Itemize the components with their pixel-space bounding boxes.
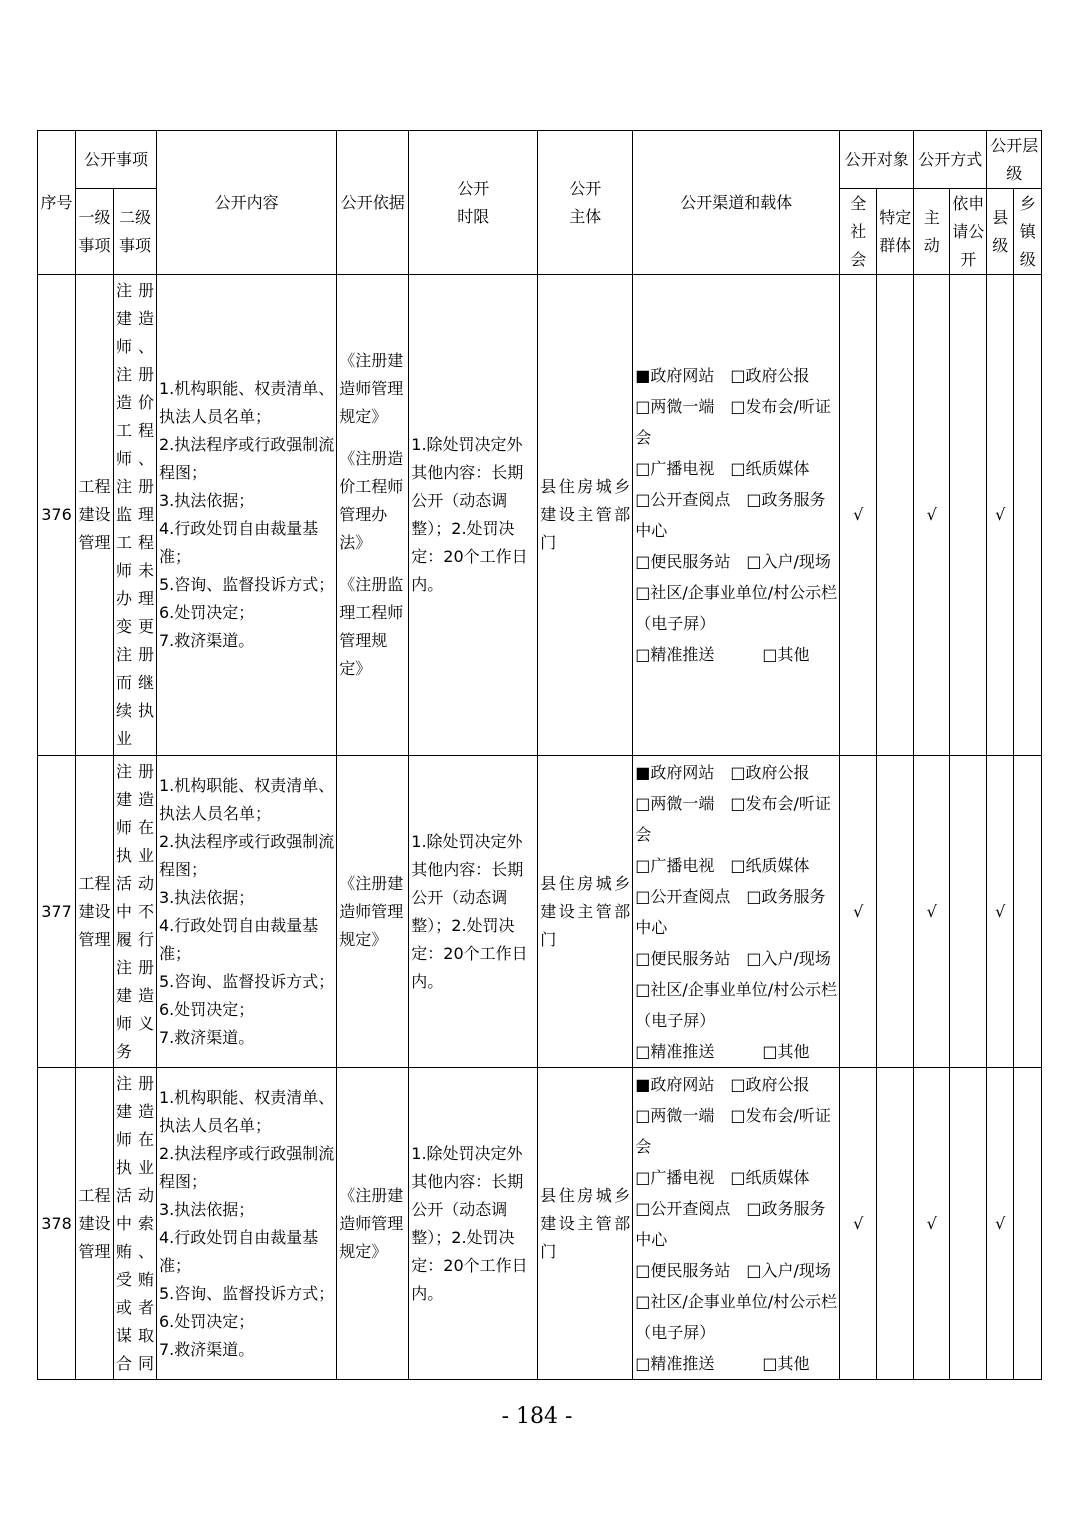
channel-line: □精准推送 □其他 xyxy=(635,645,810,664)
header-method-group: 公开方式 xyxy=(914,131,987,189)
content-line: 5.咨询、监督投诉方式； xyxy=(159,971,335,991)
table-row xyxy=(38,275,1042,756)
row-target-specific xyxy=(877,756,914,1068)
row-seq: 376 xyxy=(38,275,76,756)
content-line: 4.行政处罚自由裁量基准； xyxy=(159,1227,319,1275)
row-method-request xyxy=(950,1068,987,1380)
channel-line: □两微一端 □发布会/听证会 xyxy=(635,397,831,447)
content-line: 6.处罚决定； xyxy=(159,999,255,1019)
row-level1: 工程建设管理 xyxy=(76,756,114,1068)
basis-item: 《注册造价工程师管理办法》 xyxy=(339,449,404,552)
row-content xyxy=(157,756,337,1068)
channel-line: □便民服务站 □入户/现场 xyxy=(635,1260,831,1280)
header-target-all: 全社会 xyxy=(840,189,877,275)
content-line: 6.处罚决定； xyxy=(159,603,255,622)
row-level-township xyxy=(1014,756,1042,1068)
channel-line: □广播电视 □纸质媒体 xyxy=(635,1167,810,1187)
content-line: 3.执法依据； xyxy=(159,491,255,510)
header-basis: 公开依据 xyxy=(337,131,409,275)
row-subject: 县住房城乡建设主管部门 xyxy=(538,1068,633,1380)
header-level-township: 乡镇级 xyxy=(1014,189,1042,275)
channel-line: □广播电视 □纸质媒体 xyxy=(635,459,810,478)
row-seq: 377 xyxy=(38,756,76,1068)
content-line: 7.救济渠道。 xyxy=(159,1339,255,1359)
content-line: 7.救济渠道。 xyxy=(159,631,255,650)
header-level2: 二级事项 xyxy=(114,189,157,275)
header-row-1 xyxy=(38,131,1042,189)
row-level1: 工程建设管理 xyxy=(76,275,114,756)
row-level-township xyxy=(1014,1068,1042,1380)
row-seq: 378 xyxy=(38,1068,76,1380)
channel-line: □广播电视 □纸质媒体 xyxy=(635,855,810,875)
header-method-active: 主动 xyxy=(914,189,950,275)
row-content xyxy=(157,275,337,756)
basis-item: 《注册建造师管理规定》 xyxy=(339,873,404,949)
row-level-county: √ xyxy=(987,756,1014,1068)
row-method-active: √ xyxy=(914,1068,950,1380)
header-time-limit: 公开时限 xyxy=(409,131,538,275)
channel-line: □社区/企事业单位/村公示栏（电子屏） xyxy=(635,1291,838,1342)
row-target-all: √ xyxy=(840,1068,877,1380)
content-line: 5.咨询、监督投诉方式； xyxy=(159,1283,335,1303)
row-target-all: √ xyxy=(840,275,877,756)
row-channels xyxy=(633,275,840,756)
channel-line: ■政府网站 □政府公报 xyxy=(635,366,810,385)
content-line: 2.执法程序或行政强制流程图； xyxy=(159,1143,335,1191)
header-method-request: 依申请公开 xyxy=(950,189,987,275)
row-time-limit: 1.除处罚决定外其他内容：长期公开（动态调整）；2.处罚决定：20个工作日内。 xyxy=(409,275,538,756)
row-target-specific xyxy=(877,1068,914,1380)
channel-line: ■政府网站 □政府公报 xyxy=(635,1074,810,1094)
channel-line: □精准推送 □其他 xyxy=(635,1041,810,1061)
row-channels xyxy=(633,756,840,1068)
row-target-all: √ xyxy=(840,756,877,1068)
channel-line: □便民服务站 □入户/现场 xyxy=(635,948,831,968)
row-level-township xyxy=(1014,275,1042,756)
row-time-limit: 1.除处罚决定外其他内容：长期公开（动态调整）；2.处罚决定：20个工作日内。 xyxy=(409,1068,538,1380)
channel-line: □便民服务站 □入户/现场 xyxy=(635,552,831,571)
table-row xyxy=(38,1068,1042,1380)
channel-line: □精准推送 □其他 xyxy=(635,1353,810,1373)
row-target-specific xyxy=(877,275,914,756)
row-method-request xyxy=(950,275,987,756)
content-line: 3.执法依据； xyxy=(159,887,255,907)
channel-line: □两微一端 □发布会/听证会 xyxy=(635,793,831,844)
header-level1: 一级事项 xyxy=(76,189,114,275)
row-method-request xyxy=(950,756,987,1068)
table-row xyxy=(38,756,1042,1068)
row-level1: 工程建设管理 xyxy=(76,1068,114,1380)
channel-line: □公开查阅点 □政务服务中心 xyxy=(635,886,826,937)
header-content: 公开内容 xyxy=(157,131,337,275)
content-line: 2.执法程序或行政强制流程图； xyxy=(159,831,335,879)
channel-line: □两微一端 □发布会/听证会 xyxy=(635,1105,831,1156)
row-level-county: √ xyxy=(987,275,1014,756)
content-line: 4.行政处罚自由裁量基准； xyxy=(159,519,319,566)
header-subject: 公开主体 xyxy=(538,131,633,275)
header-seq: 序号 xyxy=(38,131,76,275)
content-line: 6.处罚决定； xyxy=(159,1311,255,1331)
channel-line: □社区/企事业单位/村公示栏（电子屏） xyxy=(635,583,838,633)
header-target-group: 公开对象 xyxy=(840,131,914,189)
row-level-county: √ xyxy=(987,1068,1014,1380)
row-subject: 县住房城乡建设主管部门 xyxy=(538,756,633,1068)
row-method-active: √ xyxy=(914,275,950,756)
basis-item: 《注册建造师管理规定》 xyxy=(339,351,404,426)
basis-item: 《注册建造师管理规定》 xyxy=(339,1185,404,1261)
basis-item: 《注册监理工程师管理规定》 xyxy=(339,575,404,678)
row-level2: 注册建造师在执业活动中不履行注册建造师义务 xyxy=(114,756,157,1068)
header-level-county: 县级 xyxy=(987,189,1014,275)
header-items-group: 公开事项 xyxy=(76,131,157,189)
row-channels xyxy=(633,1068,840,1380)
content-line: 4.行政处罚自由裁量基准； xyxy=(159,915,319,963)
content-line: 3.执法依据； xyxy=(159,1199,255,1219)
header-level-group: 公开层级 xyxy=(987,131,1042,189)
row-time-limit: 1.除处罚决定外其他内容：长期公开（动态调整）；2.处罚决定：20个工作日内。 xyxy=(409,756,538,1068)
row-basis xyxy=(337,1068,409,1380)
channel-line: □社区/企事业单位/村公示栏（电子屏） xyxy=(635,979,838,1030)
content-line: 1.机构职能、权责清单、执法人员名单； xyxy=(159,1087,335,1135)
row-level2: 注册建造师、注册造价工程师、注册监理工程师未办理变更注册而继续执业 xyxy=(114,275,157,756)
row-basis xyxy=(337,275,409,756)
content-line: 7.救济渠道。 xyxy=(159,1027,255,1047)
content-line: 5.咨询、监督投诉方式； xyxy=(159,575,335,594)
header-target-specific: 特定群体 xyxy=(877,189,914,275)
channel-line: ■政府网站 □政府公报 xyxy=(635,762,810,782)
row-subject: 县住房城乡建设主管部门 xyxy=(538,275,633,756)
header-channel: 公开渠道和载体 xyxy=(633,131,840,275)
content-line: 1.机构职能、权责清单、执法人员名单； xyxy=(159,775,335,823)
disclosure-table xyxy=(37,130,1042,1380)
row-level2: 注册建造师在执业活动中索贿、受贿或者谋取合同 xyxy=(114,1068,157,1380)
content-line: 2.执法程序或行政强制流程图； xyxy=(159,435,335,482)
page-number: - 184 - xyxy=(501,1404,573,1429)
row-basis xyxy=(337,756,409,1068)
row-content xyxy=(157,1068,337,1380)
channel-line: □公开查阅点 □政务服务中心 xyxy=(635,490,826,540)
channel-line: □公开查阅点 □政务服务中心 xyxy=(635,1198,826,1249)
content-line: 1.机构职能、权责清单、执法人员名单； xyxy=(159,379,335,426)
row-method-active: √ xyxy=(914,756,950,1068)
